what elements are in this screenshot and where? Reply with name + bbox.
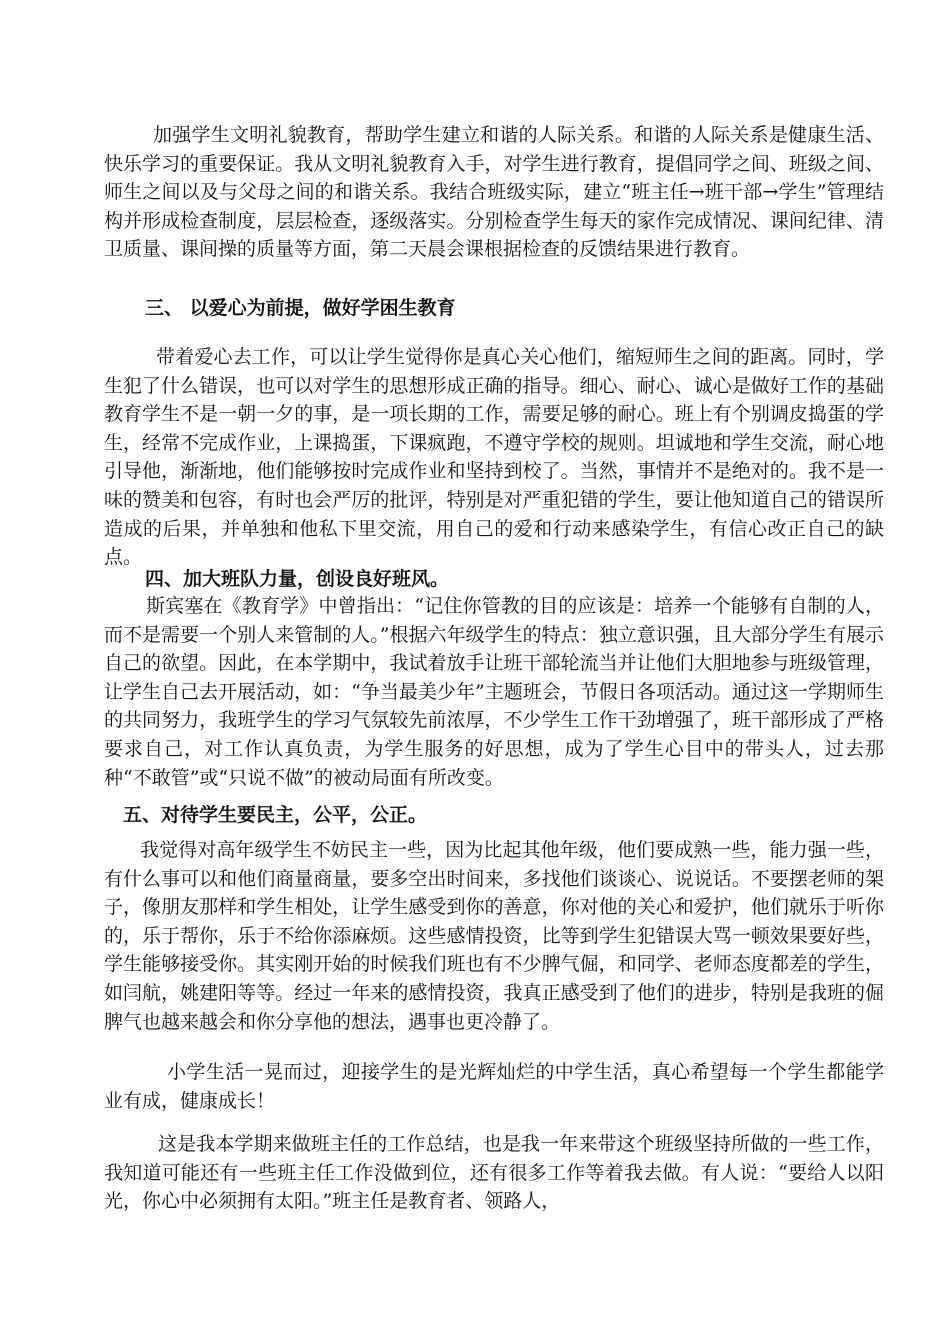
paragraph-class-atmosphere: 斯宾塞在《教育学》中曾指出：“记住你管教的目的应该是：培养一个能够有自制的人，而不是需要一个别人来管制的人。”根据六年级学生的特点：独立意识强，且大部分学生有展示自己的欲望。因此，在本学期中，我试着放手让班干部轮流当并让他们大胆地参与班级管理，让学生自己去开展活动，如：“争当最美少年”主题班会，节假日各项活动。通过这一学期师生的共同努力，我班学生的学习气氛较先前浓厚，不少学生工作干劲增强了，班干部形成了严格要求自己，对工作认真负责，为学生服务的好思想，成为了学生心目中的带头人，过去那种“不敢管”或“只说不做”的被动局面有所改变。 — [104, 595, 884, 789]
section-heading-3: 三、 以爱心为前提，做好学困生教育 — [145, 297, 456, 319]
section-heading-4: 四、加大班队力量，创设良好班风。 — [145, 568, 450, 590]
paragraph-love-education: 带着爱心去工作，可以让学生觉得你是真心关心他们，缩短师生之间的距离。同时，学生犯了什么错误，也可以对学生的思想形成正确的指导。细心、耐心、诚心是做好工作的基础教育学生不是一朝一夕的事，是一项长期的工作，需要足够的耐心。班上有个别调皮捣蛋的学生，经常不完成作业，上课捣蛋，下课疯跑，不遵守学校的规则。坦诚地和学生交流，耐心地引导他，渐渐地，他们能够按时完成作业和坚持到校了。当然，事情并不是绝对的。我不是一味的赞美和包容，有时也会严厉的批评，特别是对严重犯错的学生，要让他知道自己的错误所造成的后果，并单独和他私下里交流，用自己的爱和行动来感染学生，有信心改正自己的缺点。 — [104, 346, 884, 569]
paragraph-wish: 小学生活一晃而过，迎接学生的是光辉灿烂的中学生活，真心希望每一个学生都能学业有成，健康成长！ — [104, 1061, 884, 1112]
section-heading-5: 五、对待学生要民主，公平，公正。 — [123, 804, 428, 826]
paragraph-summary: 这是我本学期来做班主任的工作总结，也是我一年来带这个班级坚持所做的一些工作，我知道可能还有一些班主任工作没做到位，还有很多工作等着我去做。有人说：“要给人以阳光，你心中必须拥有太阳。”班主任是教育者、领路人， — [104, 1133, 884, 1213]
paragraph-democracy: 我觉得对高年级学生不妨民主一些，因为比起其他年级，他们要成熟一些，能力强一些，有什么事可以和他们商量商量，要多空出时间来，多找他们谈谈心、说说话。不要摆老师的架子，像朋友那样和学生相处，让学生感受到你的善意，你对他的关心和爱护，他们就乐于听你的，乐于帮你，乐于不给你添麻烦。这些感情投资，比等到学生犯错误大骂一顿效果要好些，学生能够接受你。其实刚开始的时候我们班也有不少脾气倔，和同学、老师态度都差的学生，如闫航，姚建阳等等。经过一年来的感情投资，我真正感受到了他们的进步，特别是我班的倔脾气也越来越会和你分享他的想法，遇事也更冷静了。 — [104, 839, 884, 1033]
paragraph-harmony-education: 加强学生文明礼貌教育，帮助学生建立和谐的人际关系。和谐的人际关系是健康生活、快乐学习的重要保证。我从文明礼貌教育入手，对学生进行教育，提倡同学之间、班级之间、师生之间以及与父母之间的和谐关系。我结合班级实际，建立“班主任→班干部→学生”管理结构并形成检查制度，层层检查，逐级落实。分别检查学生每天的家作完成情况、课间纪律、清卫质量、课间操的质量等方面，第二天晨会课根据检查的反馈结果进行教育。 — [104, 124, 884, 261]
